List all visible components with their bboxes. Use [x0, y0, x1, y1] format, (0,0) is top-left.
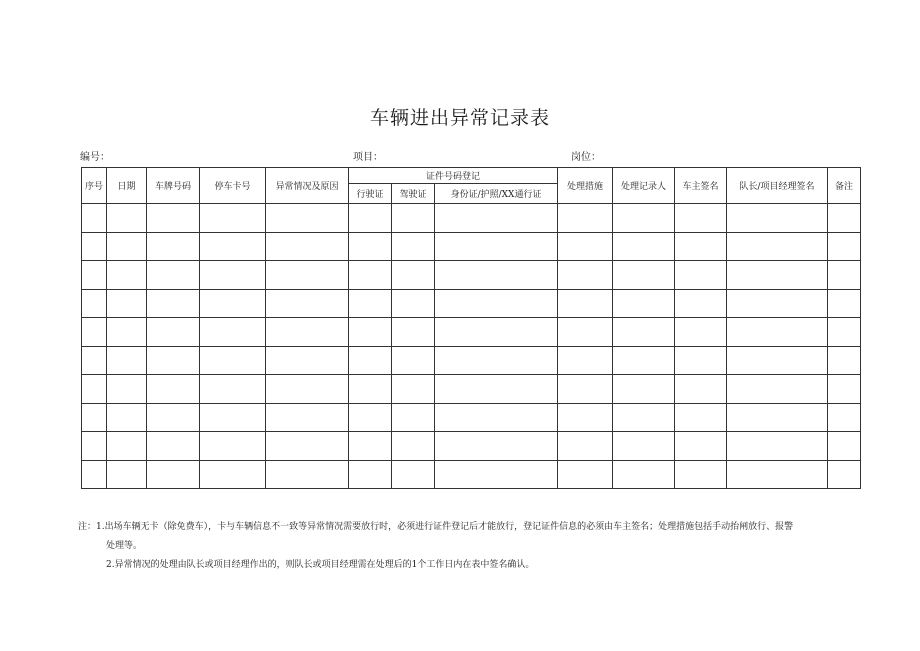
table-cell: [349, 204, 392, 233]
header-owner-sign: 车主签名: [675, 168, 727, 204]
table-cell: [349, 261, 392, 290]
table-cell: [82, 289, 107, 318]
table-cell: [392, 261, 435, 290]
table-cell: [147, 232, 200, 261]
notes-section: [78, 518, 793, 575]
table-cell: [828, 460, 861, 489]
table-cell: [200, 375, 266, 404]
table-cell: [107, 289, 147, 318]
header-driving-license: 行驶证: [349, 184, 392, 204]
table-row: [82, 432, 861, 461]
table-cell: [107, 432, 147, 461]
header-plate: 车牌号码: [147, 168, 200, 204]
table-cell: [558, 289, 613, 318]
table-cell: [435, 261, 558, 290]
table-cell: [613, 375, 675, 404]
table-row: [82, 318, 861, 347]
header-parking-card: 停车卡号: [200, 168, 266, 204]
table-cell: [392, 460, 435, 489]
table-cell: [435, 289, 558, 318]
note-item-1-line-1: 1.出场车辆无卡（除免费车），卡与车辆信息不一致等异常情况需要放行时，必须进行证件登记后才能放行，登记证件信息的必须由车主签名；处理措施包括手动抬闸放行、报警: [96, 522, 794, 532]
table-cell: [558, 232, 613, 261]
table-cell: [558, 432, 613, 461]
table-cell: [727, 318, 828, 347]
table-cell: [392, 289, 435, 318]
note-item-1-line-2: 处理等。: [106, 541, 143, 551]
serial-number-label: 编号：: [80, 152, 110, 163]
table-cell: [266, 432, 349, 461]
table-cell: [147, 403, 200, 432]
table-cell: [727, 261, 828, 290]
header-recorder: 处理记录人: [613, 168, 675, 204]
table-cell: [675, 403, 727, 432]
table-cell: [435, 403, 558, 432]
table-cell: [613, 204, 675, 233]
table-cell: [82, 261, 107, 290]
table-cell: [828, 318, 861, 347]
table-cell: [349, 403, 392, 432]
project-label: 项目：: [353, 152, 383, 163]
table-cell: [147, 289, 200, 318]
table-cell: [613, 346, 675, 375]
table-cell: [613, 289, 675, 318]
table-cell: [82, 346, 107, 375]
table-cell: [200, 261, 266, 290]
table-cell: [82, 232, 107, 261]
table-cell: [828, 261, 861, 290]
table-cell: [392, 432, 435, 461]
table-cell: [435, 432, 558, 461]
table-cell: [727, 460, 828, 489]
table-cell: [200, 232, 266, 261]
table-cell: [82, 460, 107, 489]
table-cell: [727, 232, 828, 261]
table-cell: [613, 403, 675, 432]
table-cell: [147, 432, 200, 461]
table-cell: [558, 460, 613, 489]
table-cell: [558, 204, 613, 233]
table-cell: [200, 346, 266, 375]
table-row: [82, 232, 861, 261]
table-cell: [349, 346, 392, 375]
note-item-1-continued: [78, 537, 793, 556]
table-cell: [435, 460, 558, 489]
table-cell: [147, 375, 200, 404]
table-cell: [435, 204, 558, 233]
table-cell: [727, 403, 828, 432]
table-cell: [349, 318, 392, 347]
table-cell: [107, 232, 147, 261]
table-cell: [727, 432, 828, 461]
table-cell: [107, 460, 147, 489]
header-manager-sign: 队长/项目经理签名: [727, 168, 828, 204]
note-item-2: [78, 556, 793, 575]
header-driver-license: 驾驶证: [392, 184, 435, 204]
table-cell: [675, 375, 727, 404]
table-cell: [147, 261, 200, 290]
table-cell: [558, 403, 613, 432]
table-cell: [147, 318, 200, 347]
table-cell: [266, 204, 349, 233]
table-cell: [558, 375, 613, 404]
table-cell: [349, 460, 392, 489]
table-cell: [107, 261, 147, 290]
table-cell: [200, 289, 266, 318]
table-cell: [200, 460, 266, 489]
table-cell: [107, 346, 147, 375]
table-cell: [613, 318, 675, 347]
table-cell: [147, 204, 200, 233]
table-cell: [435, 375, 558, 404]
header-seq: 序号: [82, 168, 107, 204]
table-row: [82, 204, 861, 233]
table-cell: [82, 403, 107, 432]
table-cell: [200, 204, 266, 233]
table-cell: [392, 318, 435, 347]
table-cell: [82, 204, 107, 233]
table-cell: [727, 204, 828, 233]
header-remark: 备注: [828, 168, 861, 204]
table-cell: [266, 460, 349, 489]
table-cell: [349, 432, 392, 461]
table-cell: [82, 432, 107, 461]
table-cell: [727, 289, 828, 318]
table-cell: [349, 375, 392, 404]
header-measures: 处理措施: [558, 168, 613, 204]
header-situation: 异常情况及原因: [266, 168, 349, 204]
table-row: [82, 261, 861, 290]
table-cell: [107, 318, 147, 347]
table-cell: [828, 232, 861, 261]
table-cell: [828, 346, 861, 375]
table-cell: [675, 232, 727, 261]
table-cell: [675, 432, 727, 461]
table-cell: [200, 403, 266, 432]
table-cell: [828, 432, 861, 461]
table-cell: [675, 261, 727, 290]
table-cell: [828, 204, 861, 233]
table-row: [82, 403, 861, 432]
table-cell: [675, 289, 727, 318]
table-cell: [82, 318, 107, 347]
table-row: [82, 346, 861, 375]
table-cell: [147, 460, 200, 489]
table-cell: [392, 232, 435, 261]
table-cell: [107, 204, 147, 233]
table-cell: [435, 346, 558, 375]
table-cell: [435, 318, 558, 347]
table-cell: [392, 403, 435, 432]
table-cell: [675, 346, 727, 375]
table-cell: [82, 375, 107, 404]
table-cell: [828, 289, 861, 318]
table-cell: [266, 289, 349, 318]
table-cell: [107, 375, 147, 404]
table-cell: [392, 346, 435, 375]
table-cell: [266, 261, 349, 290]
note-item-1: [78, 518, 793, 537]
table-cell: [266, 346, 349, 375]
table-cell: [435, 232, 558, 261]
table-cell: [613, 432, 675, 461]
table-cell: [613, 460, 675, 489]
table-row: [82, 460, 861, 489]
header-row: [82, 168, 861, 184]
table-cell: [675, 460, 727, 489]
table-row: [82, 375, 861, 404]
notes-prefix: 注：: [78, 522, 97, 532]
table-cell: [727, 375, 828, 404]
table-cell: [200, 432, 266, 461]
table-cell: [200, 318, 266, 347]
table-cell: [266, 232, 349, 261]
table-cell: [349, 232, 392, 261]
table-cell: [675, 318, 727, 347]
table-cell: [147, 346, 200, 375]
table-cell: [727, 346, 828, 375]
page-title: 车辆进出异常记录表: [369, 107, 550, 129]
header-id-group: 证件号码登记: [349, 168, 558, 184]
table-cell: [828, 403, 861, 432]
post-label: 岗位：: [571, 152, 601, 163]
header-date: 日期: [107, 168, 147, 204]
table-cell: [613, 232, 675, 261]
table-cell: [558, 346, 613, 375]
record-table: [81, 167, 861, 489]
header-id-passport: 身份证/护照/XX通行证: [435, 184, 558, 204]
table-cell: [613, 261, 675, 290]
table-cell: [558, 318, 613, 347]
table-cell: [828, 375, 861, 404]
table-cell: [266, 375, 349, 404]
table-cell: [107, 403, 147, 432]
table-row: [82, 289, 861, 318]
table-cell: [558, 261, 613, 290]
table-cell: [392, 375, 435, 404]
table-cell: [349, 289, 392, 318]
table-cell: [392, 204, 435, 233]
table-cell: [675, 204, 727, 233]
table-cell: [266, 403, 349, 432]
note-item-2-text: 2.异常情况的处理由队长或项目经理作出的，则队长或项目经理需在处理后的1个工作日内在表中签名确认。: [106, 560, 535, 570]
table-cell: [266, 318, 349, 347]
